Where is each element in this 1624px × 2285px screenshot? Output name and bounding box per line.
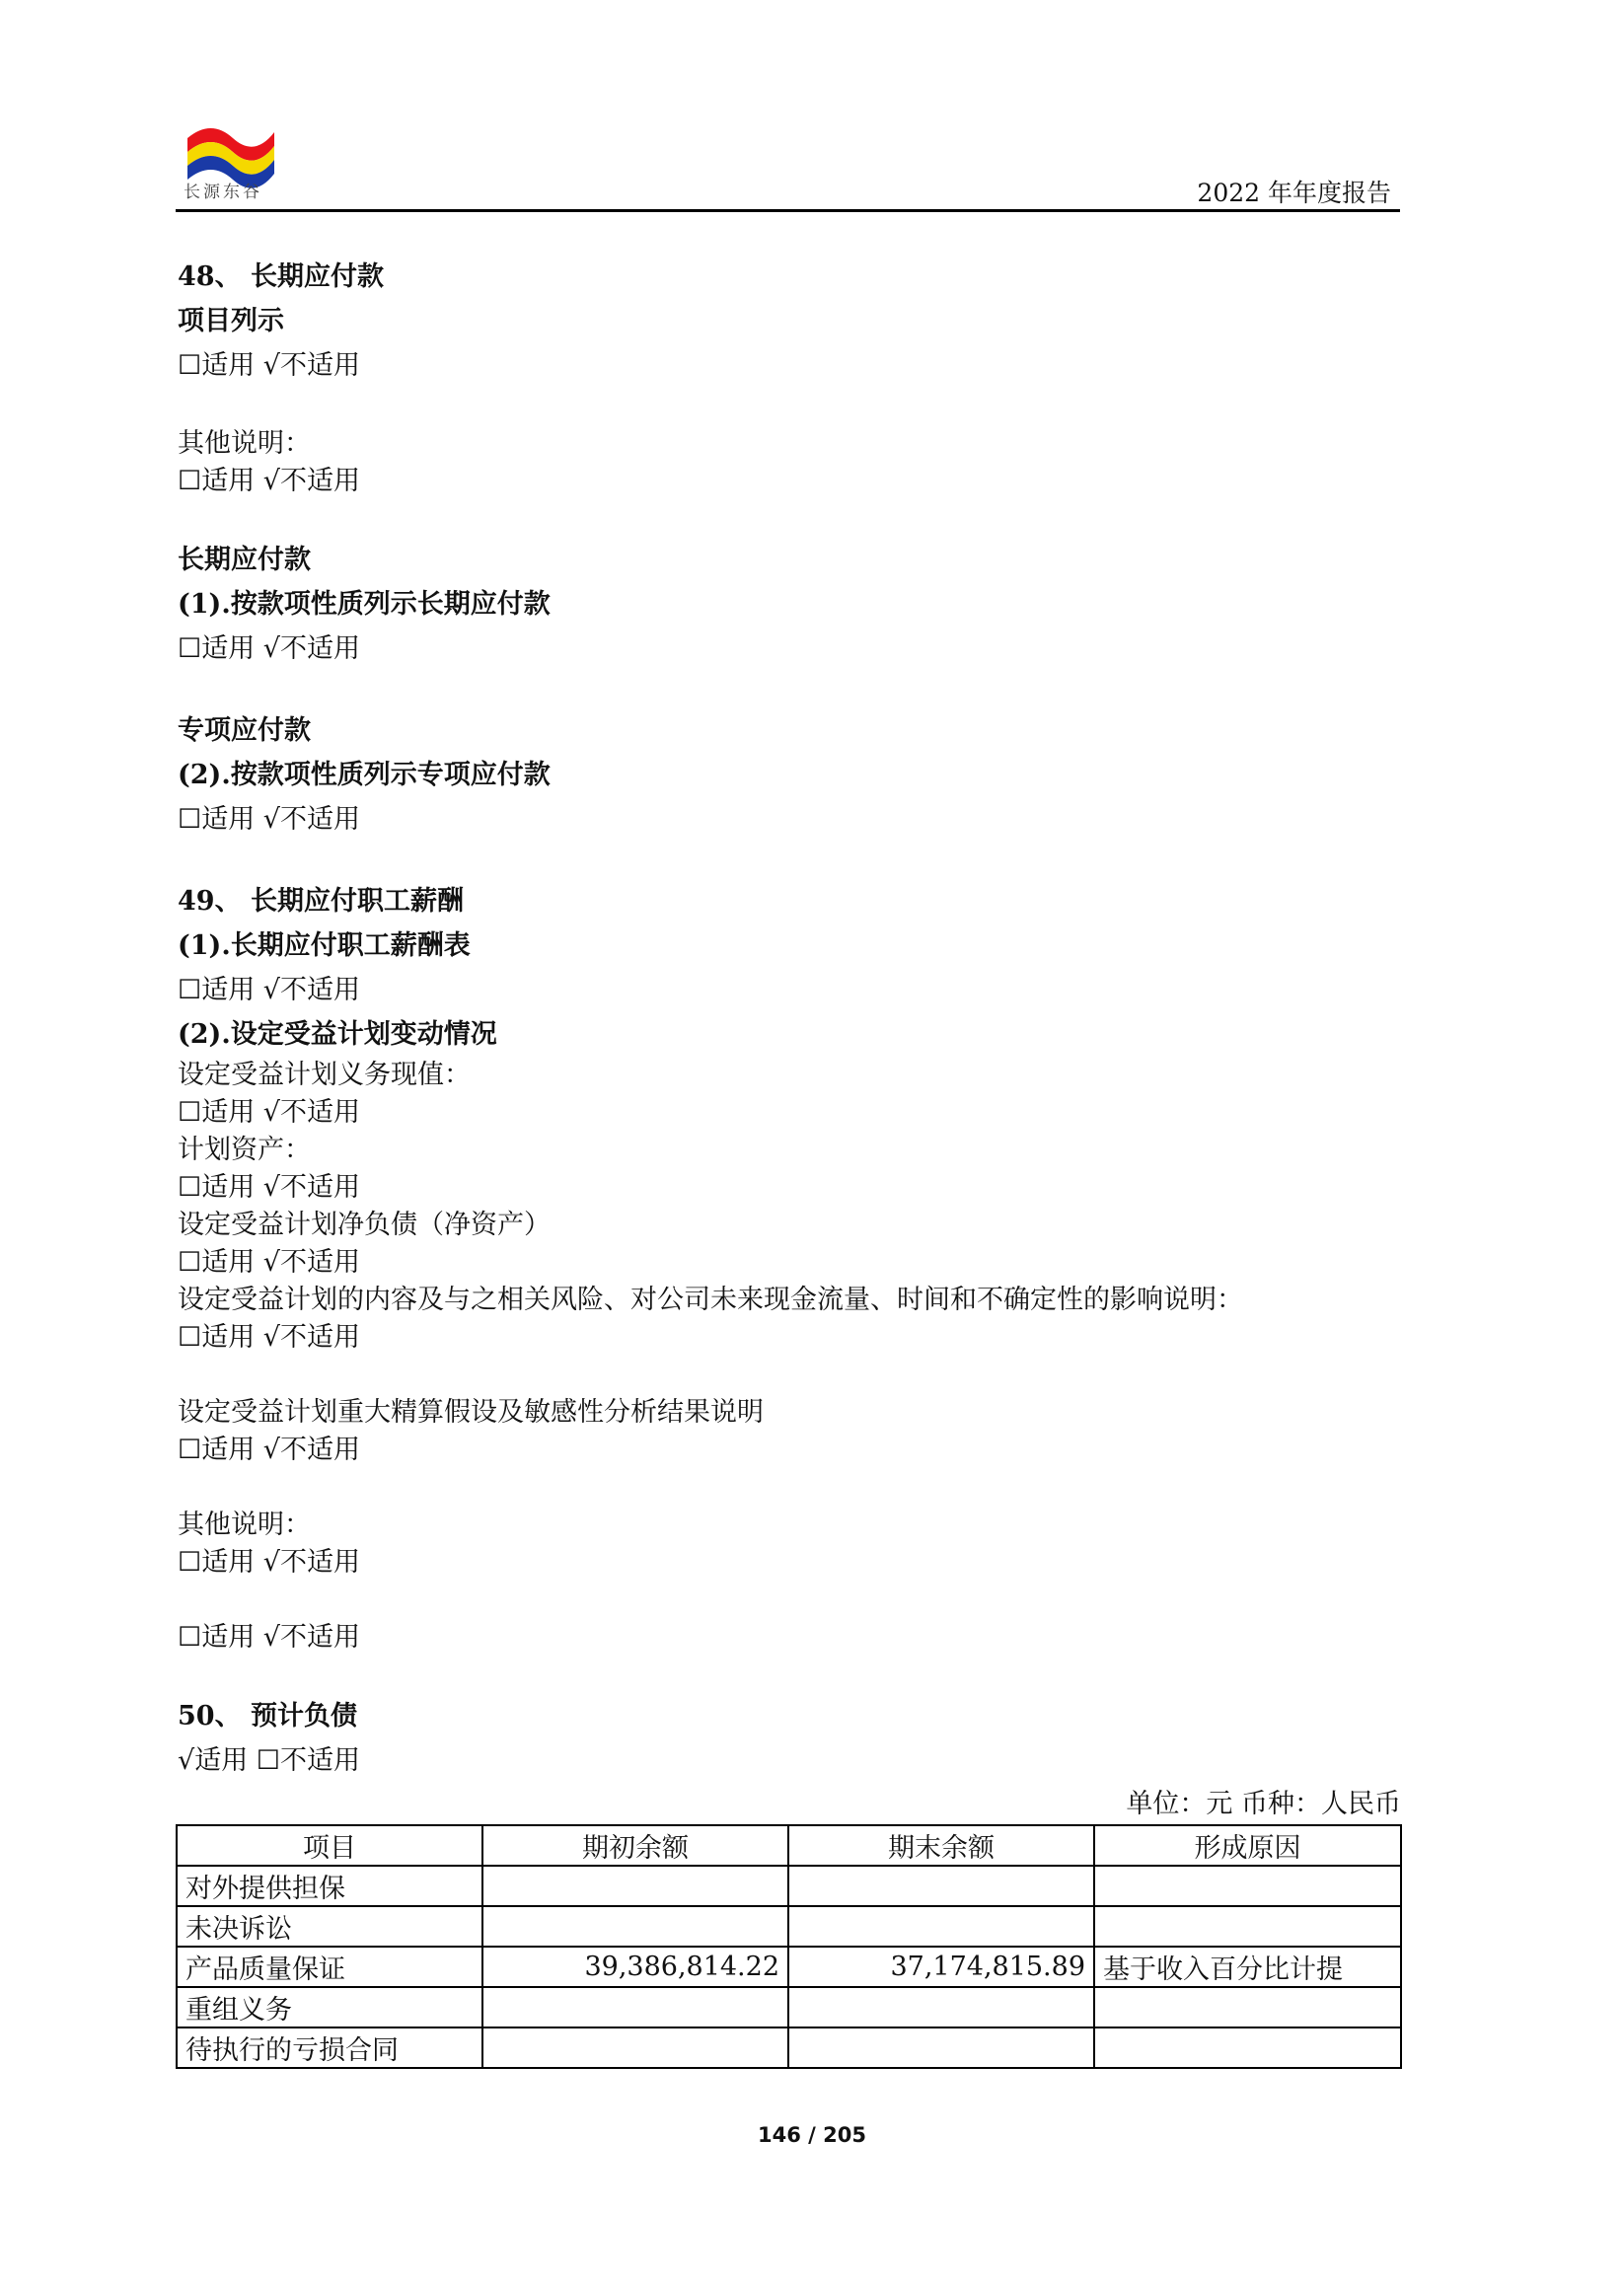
section-49-heading: 49、 长期应付职工薪酬 <box>178 886 464 917</box>
applicability-checkbox: ☐适用 √不适用 <box>178 466 360 496</box>
section-48-heading: 48、 长期应付款 <box>178 261 384 292</box>
applicability-checkbox: √适用 ☐不适用 <box>178 1745 360 1776</box>
applicability-checkbox: ☐适用 √不适用 <box>178 350 360 381</box>
item-cell: 未决诉讼 <box>177 1906 482 1947</box>
risk-description-label: 设定受益计划的内容及与之相关风险、对公司未来现金流量、时间和不确定性的影响说明： <box>178 1285 1243 1315</box>
closing-balance-cell <box>788 1866 1094 1906</box>
applicability-checkbox: ☐适用 √不适用 <box>178 1435 360 1465</box>
logo-text: 长源东谷 <box>184 183 262 202</box>
section-49-subheading-1: (1).长期应付职工薪酬表 <box>178 930 471 961</box>
applicability-checkbox: ☐适用 √不适用 <box>178 1247 360 1278</box>
special-payables-heading: 专项应付款 <box>178 715 311 746</box>
unit-currency-note: 单位：元 币种：人民币 <box>1126 1789 1401 1819</box>
table-row <box>177 1947 1401 1987</box>
column-header: 项目 <box>177 1825 482 1866</box>
item-cell: 待执行的亏损合同 <box>177 2027 482 2068</box>
header-divider <box>176 209 1400 212</box>
applicability-checkbox: ☐适用 √不适用 <box>178 975 360 1005</box>
reason-cell: 基于收入百分比计提 <box>1094 1947 1401 1987</box>
reason-cell <box>1094 2027 1401 2068</box>
applicability-checkbox: ☐适用 √不适用 <box>178 1547 360 1578</box>
table-header-row <box>177 1825 1401 1866</box>
opening-balance-cell: 39,386,814.22 <box>482 1947 788 1987</box>
applicability-checkbox: ☐适用 √不适用 <box>178 1322 360 1353</box>
applicability-checkbox: ☐适用 √不适用 <box>178 1622 360 1653</box>
column-header: 形成原因 <box>1094 1825 1401 1866</box>
plan-assets-label: 计划资产： <box>178 1135 311 1165</box>
closing-balance-cell: 37,174,815.89 <box>788 1947 1094 1987</box>
page-number: 146 / 205 <box>758 2123 866 2147</box>
net-liability-label: 设定受益计划净负债（净资产） <box>178 1210 551 1240</box>
applicability-checkbox: ☐适用 √不适用 <box>178 1097 360 1128</box>
opening-balance-cell <box>482 1866 788 1906</box>
table-row <box>177 1866 1401 1906</box>
column-header: 期初余额 <box>482 1825 788 1866</box>
reason-cell <box>1094 1866 1401 1906</box>
applicability-checkbox: ☐适用 √不适用 <box>178 633 360 664</box>
other-notes-label: 其他说明： <box>178 428 311 459</box>
section-48-subheading: 项目列示 <box>178 306 284 336</box>
section-50-heading: 50、 预计负债 <box>178 1701 357 1732</box>
column-header: 期末余额 <box>788 1825 1094 1866</box>
table-row <box>177 2027 1401 2068</box>
table-row <box>177 1906 1401 1947</box>
applicability-checkbox: ☐适用 √不适用 <box>178 1172 360 1203</box>
report-title: 2022 年年度报告 <box>1197 179 1391 207</box>
opening-balance-cell <box>482 1987 788 2027</box>
reason-cell <box>1094 1906 1401 1947</box>
closing-balance-cell <box>788 1906 1094 1947</box>
section-49-subheading-2: (2).设定受益计划变动情况 <box>178 1019 497 1050</box>
actuarial-assumption-label: 设定受益计划重大精算假设及敏感性分析结果说明 <box>178 1397 764 1428</box>
item-cell: 产品质量保证 <box>177 1947 482 1987</box>
table-row <box>177 1987 1401 2027</box>
applicability-checkbox: ☐适用 √不适用 <box>178 804 360 835</box>
provisions-table <box>176 1824 1402 2069</box>
item-cell: 对外提供担保 <box>177 1866 482 1906</box>
opening-balance-cell <box>482 2027 788 2068</box>
closing-balance-cell <box>788 1987 1094 2027</box>
special-payables-subheading: (2).按款项性质列示专项应付款 <box>178 760 551 790</box>
opening-balance-cell <box>482 1906 788 1947</box>
long-term-payables-subheading: (1).按款项性质列示长期应付款 <box>178 589 551 620</box>
item-cell: 重组义务 <box>177 1987 482 2027</box>
long-term-payables-heading: 长期应付款 <box>178 545 311 575</box>
document-body <box>178 255 1401 2069</box>
other-notes-label: 其他说明： <box>178 1510 311 1540</box>
dbo-label: 设定受益计划义务现值： <box>178 1060 471 1090</box>
closing-balance-cell <box>788 2027 1094 2068</box>
reason-cell <box>1094 1987 1401 2027</box>
